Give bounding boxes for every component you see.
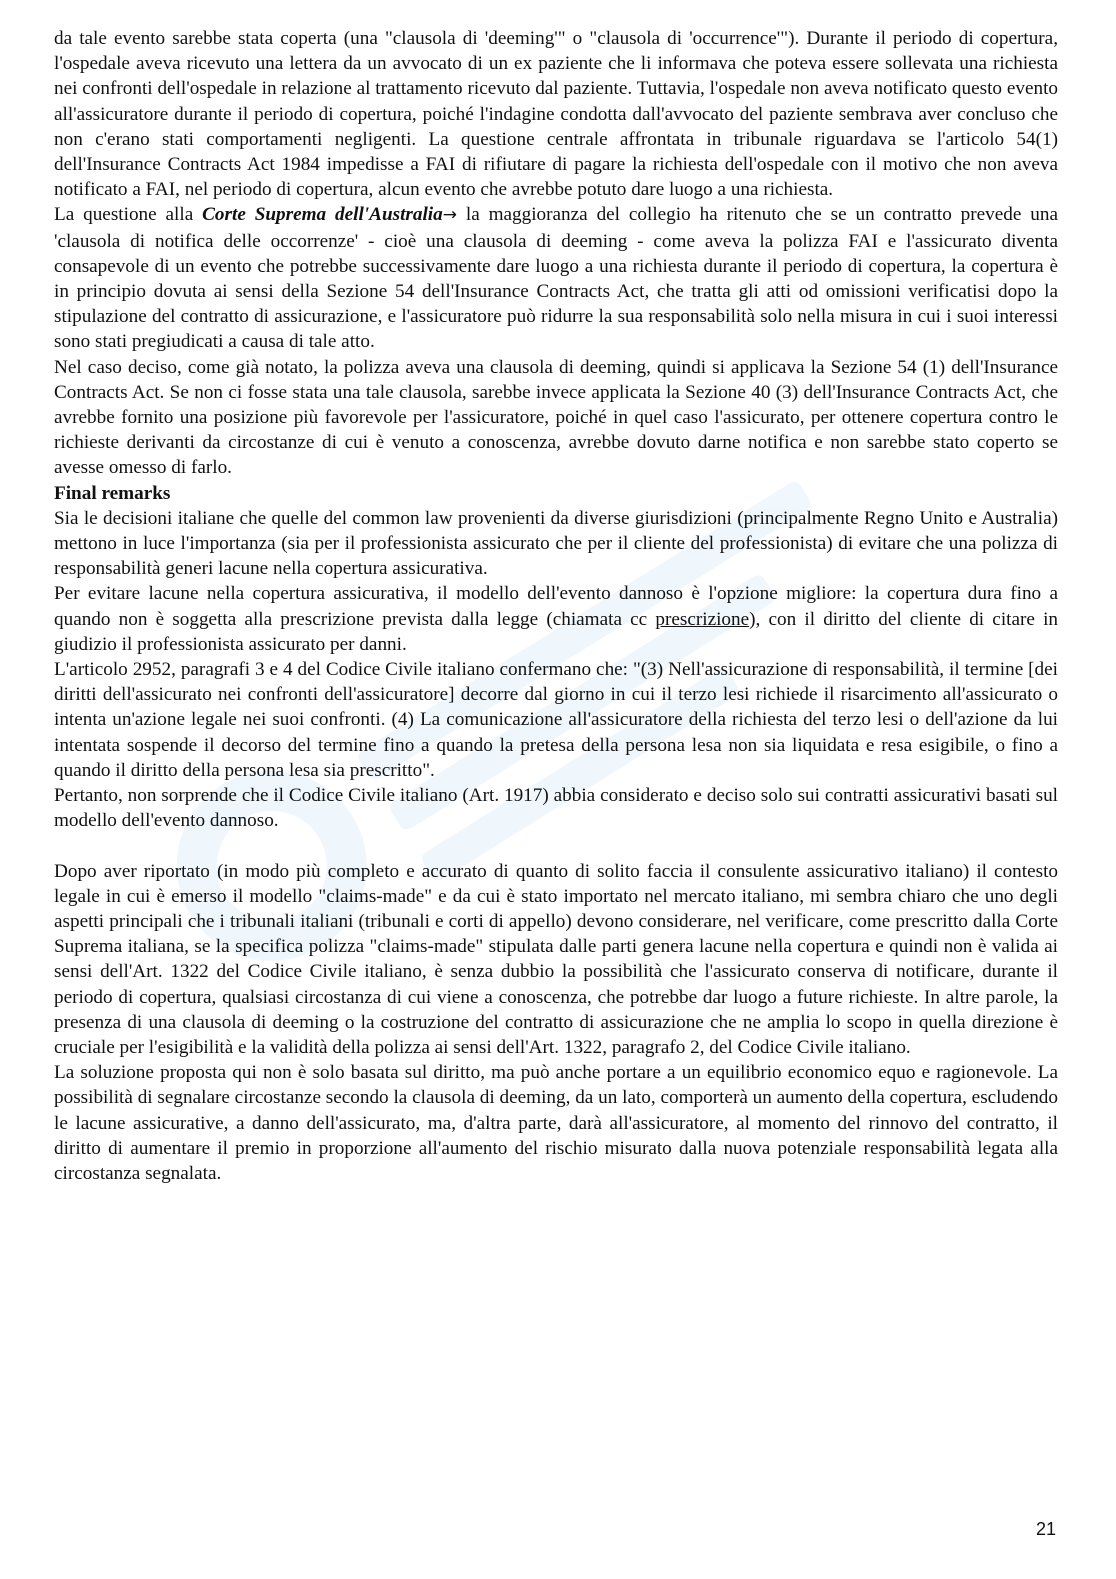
paragraph-rest-text: ), con il diritto del cliente di citare in giudizio il professionista assicurato per danni. [54,608,1059,655]
paragraph-article-1917: Pertanto, non sorprende che il Codice Civile italiano (Art. 1917) abbia considerato e deciso solo sui contratti assicurativi basati sul modello dell'evento dannoso. [54,785,1058,832]
section-heading: Final remarks [54,482,171,504]
arrow-right-icon: → [442,205,457,226]
page-number: 21 [1035,1519,1056,1539]
paragraph-lead-text: Per evitare lacune nella copertura assicurativa, il modello dell'evento dannoso è l'opzione migliore: la copertura dura fino a quando non è soggetta alla prescrizione prevista dalla legge (chiamata cc [54,583,1058,630]
paragraph-remarks-intro: Sia le decisioni italiane che quelle del common law provenienti da diverse giurisdizioni (principalmente Regno Unito e Australia) mettono in luce l'importanza (sia per il professionista assicurato che per il cliente del professionista) di evitare che una polizza di responsabilità generi lacune nella copertura assicurativa. [54,507,1058,580]
paragraph-supreme-court [54,202,1058,354]
paragraph-case-facts: da tale evento sarebbe stata coperta (una "clausola di 'deeming'" o "clausola di 'occurrence'"). Durante il periodo di copertura, l'ospedale aveva ricevuto una lettera da un avvocato di un ex paziente che li informava che poteva essere sollevata una richiesta nei confronti dell'ospedale in relazione al trattamento ricevuto dal paziente. Tuttavia, l'ospedale non aveva notificato questo evento all'assicuratore durante il periodo di copertura, poiché l'indagine condotta dall'avvocato del paziente sembrava aver concluso che non c'erano stati comportamenti negligenti. La questione centrale affrontata in tribunale riguardava se l'articolo 54(1) dell'Insurance Contracts Act 1984 impedisse a FAI di rifiutare di pagare la richiesta dell'ospedale con il motivo che non aveva notificato a FAI, nel periodo di copertura, alcun evento che avrebbe potuto dare luogo a una richiesta. [54,28,1058,201]
paragraph-damaging-event-model [54,581,1058,657]
paragraph-solution: La soluzione proposta qui non è solo basata sul diritto, ma può anche portare a un equilibrio economico equo e ragionevole. La possibilità di segnalare circostanze secondo la clausola di deeming, da un lato, comporterà un aumento della copertura, escludendo le lacune assicurative, a danno dell'assicurato, ma, d'altra parte, darà all'assicuratore, al momento del rinnovo del contratto, il diritto di aumentare il premio in proporzione all'aumento del rischio misurato dalla nuova potenziale responsabilità legata alla circostanza segnalata. [54,1062,1058,1184]
paragraph-claims-made: Dopo aver riportato (in modo più completo e accurato di quanto di solito faccia il consulente assicurativo italiano) il contesto legale in cui è emerso il modello "claims-made" e da cui è stato importato nel mercato italiano, mi sembra chiaro che uno degli aspetti principali che i tribunali italiani (tribunali e corti di appello) devono considerare, nel verificare, come prescritto dalla Corte Suprema italiana, se la specifica polizza "claims-made" stipulata dalle parti genera lacune nella copertura e quindi non è valida ai sensi dell'Art. 1322 del Codice Civile italiano, è senza dubbio la possibilità che l'assicurato conserva di notificare, durante il periodo di copertura, qualsiasi circostanza di cui viene a conoscenza, che potrebbe dar luogo a future richieste. In altre parole, la presenza di una clausola di deeming o la costruzione del contratto di assicurazione che ne amplia lo scopo in quella direzione è cruciale per l'esigibilità e la validità della polizza ai sensi dell'Art. 1322, paragrafo 2, del Codice Civile italiano. [54,860,1058,1058]
paragraph-decided-case: Nel caso deciso, come già notato, la polizza aveva una clausola di deeming, quindi si applicava la Sezione 54 (1) dell'Insurance Contracts Act. Se non ci fosse stata una tale clausola, sarebbe invece applicata la Sezione 40 (3) dell'Insurance Contracts Act, che avrebbe fornito una posizione più favorevole per l'assicuratore, poiché in quel caso l'assicurato, per ottenere copertura contro le richieste derivanti da circostanze di cui è venuto a conoscenza, avrebbe dovuto darne notifica e non sarebbe stato coperto se avesse omesso di farlo. [54,356,1058,479]
paragraph-rest-text: la maggioranza del collegio ha ritenuto che se un contratto prevede una 'clausola di notifica delle occorrenze' - cioè una clausola di deeming - come aveva la polizza FAI e l'assicurato diventa consapevole di un evento che potrebbe successivamente dare luogo a una richiesta durante il periodo di copertura, la copertura è in principio dovuta ai sensi della Sezione 54 dell'Insurance Contracts Act, che tratta gli atti od omissioni verificatisi dopo la stipulazione del contratto di assicurazione, e l'assicuratore può ridurre la sua responsabilità solo nella misura in cui i suoi interessi sono stati pregiudicati a causa di tale atto. [54,204,1058,353]
underlined-term: prescrizione [655,608,750,630]
page-body [54,26,1058,1186]
court-name: Corte Suprema dell'Australia [202,204,443,226]
paragraph-article-2952: L'articolo 2952, paragrafi 3 e 4 del Codice Civile italiano confermano che: "(3) Nell'assicurazione di responsabilità, il termine [dei diritti dell'assicurato nei confronti dell'assicuratore] decorre dal giorno in cui il terzo lesi richiede il risarcimento all'assicurato o intenta un'azione legale nei suoi confronti. (4) La comunicazione all'assicuratore della richiesta del terzo lesi o dell'azione da lui intentata sospende il decorso del termine fino a quando la pretesa della persona lesa non sia liquidata e resa esigibile, o fino a quando il diritto della persona lesa sia prescritto". [54,659,1058,781]
paragraph-lead-text: La questione alla [54,204,203,226]
